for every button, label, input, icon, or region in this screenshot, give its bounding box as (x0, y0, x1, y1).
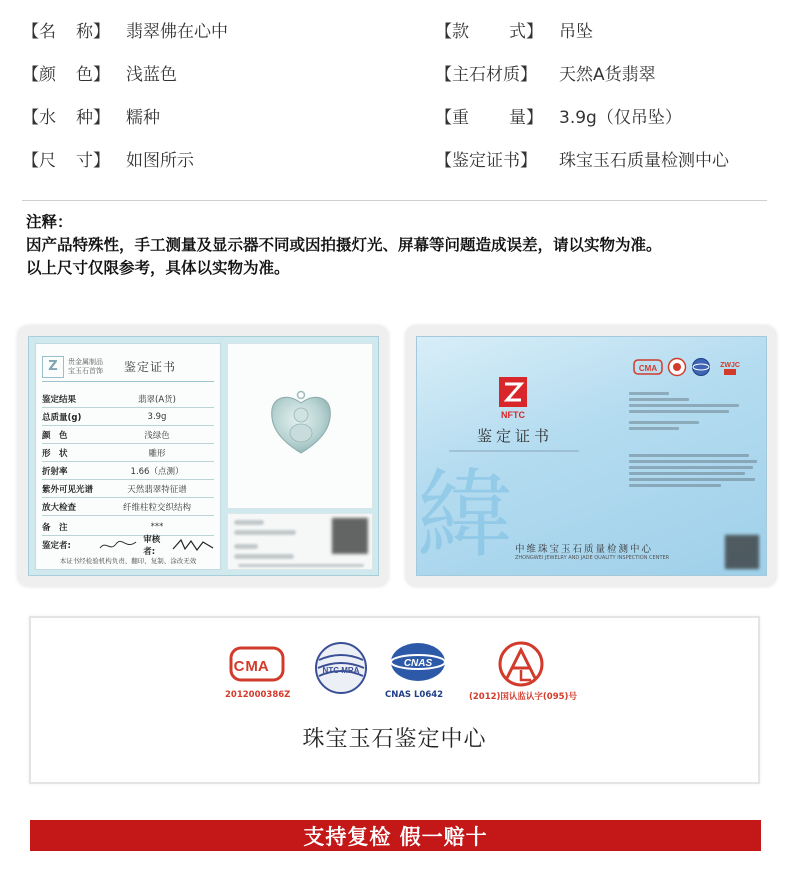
certification-badges (633, 357, 745, 377)
signature-icon (98, 538, 137, 552)
cal-caption: (2012)国认监认字(095)号 (469, 692, 577, 702)
certificate-info-panel (35, 343, 221, 570)
note-line: 因产品特殊性，手工测量及显示器不同或因拍摄灯光、屏幕等问题造成误差，请以实物为准。 (26, 236, 662, 254)
svg-text:C: C (233, 658, 245, 675)
center-name-en: ZHONGWEI JEWELRY AND JADE QUALITY INSPECTION CENTER (515, 555, 670, 561)
certificate-header (42, 352, 214, 382)
qr-code-icon (725, 535, 759, 569)
appraisal-center-title: 珠宝玉石鉴定中心 (302, 727, 487, 752)
pendant-photo (227, 343, 373, 509)
spec-material: 【主石材质】 天然A货翡翠 (435, 64, 656, 85)
seal-badge-icon (667, 357, 687, 377)
signature-icon (171, 537, 214, 553)
divider (22, 200, 767, 201)
cnas-caption: CNAS L0642 (385, 690, 444, 700)
certificate-blurred-info (227, 513, 373, 570)
spec-size: 【尺 寸】 如图所示 (22, 150, 194, 171)
cma-logo-icon (227, 644, 287, 684)
authority-logos-box (29, 616, 760, 784)
cnas-badge-icon (691, 357, 711, 377)
cert-signature-row: 鉴定者: 审核者: (42, 536, 214, 554)
cert-row: 放大检查 纤维柱粒交织结构 (42, 498, 214, 516)
svg-text:CNAS: CNAS (403, 658, 433, 669)
cert-row: 颜 色 浅绿色 (42, 426, 214, 444)
cma-caption: 2012000386Z (225, 690, 291, 700)
cert-row: 形 状 雕形 (42, 444, 214, 462)
svg-text:ZWJC: ZWJC (720, 362, 740, 369)
qr-code-icon (332, 518, 368, 554)
spec-water-type: 【水 种】 糯种 (22, 107, 160, 128)
ntc-mra-logo-icon (313, 640, 369, 696)
certificate-logo-icon: Z (42, 356, 64, 378)
guarantee-text: 支持复检 假一赔十 (303, 824, 488, 849)
cal-logo-icon (495, 640, 547, 688)
spec-name: 【名 称】 翡翠佛在心中 (22, 21, 228, 42)
org-line: 宝玉石首饰 (68, 366, 103, 375)
cert-row: 紫外可见光谱 天然翡翠特征谱 (42, 480, 214, 498)
cert-row: 备 注 *** (42, 518, 214, 536)
certificate-card-left (18, 326, 388, 586)
cnas-logo-icon (387, 640, 449, 686)
cert-row: 总质量(g) 3.9g (42, 408, 214, 426)
svg-text:MA: MA (245, 658, 269, 675)
svg-text:NTC MRA: NTC MRA (322, 666, 360, 675)
certificate-title: 鉴定证书 (124, 360, 177, 374)
jade-pendant-icon (268, 389, 334, 457)
nftc-logo-icon (495, 377, 531, 421)
cert-row: 折射率 1.66（点测） (42, 462, 214, 480)
note-block (26, 211, 662, 280)
guarantee-banner (30, 820, 761, 851)
nftc-logo-text: NFTC (501, 410, 525, 420)
note-line: 以上尺寸仅限参考，具体以实物为准。 (26, 259, 290, 277)
spec-certificate: 【鉴定证书】 珠宝玉石质量检测中心 (435, 150, 729, 171)
note-title: 注释： (26, 213, 73, 231)
cert-row: 鉴定结果 翡翠(A货) (42, 390, 214, 408)
spec-style: 【款 式】 吊坠 (435, 21, 593, 42)
zwjc-badge-icon (715, 357, 745, 377)
certificate-blurred-details (629, 389, 761, 490)
watermark-character: 緯 (417, 459, 513, 571)
org-line: 贵金属制品 (68, 357, 103, 366)
cma-badge-icon (633, 357, 663, 377)
spec-weight: 【重 量】 3.9g（仅吊坠） (435, 107, 682, 128)
svg-text:CMA: CMA (638, 364, 658, 373)
certificate-left (28, 336, 379, 576)
certificate-footer: 本证书经检验机构负责、翻印、复制、涂改无效 (59, 557, 197, 565)
certificate-right (416, 336, 767, 576)
spec-color: 【颜 色】 浅蓝色 (22, 64, 177, 85)
center-name: 中维珠宝玉石质量检测中心 (515, 544, 654, 555)
certificate-title: 鉴定证书 (476, 427, 553, 445)
certificate-subtitle-blurred (449, 447, 579, 455)
certificate-card-right (406, 326, 776, 586)
